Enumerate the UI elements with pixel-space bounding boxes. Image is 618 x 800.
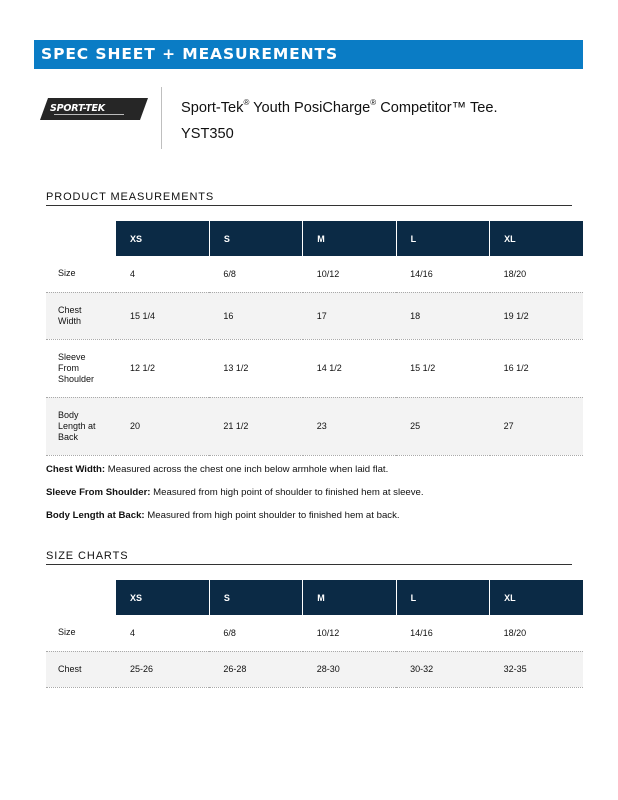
table-row: [46, 256, 583, 292]
row-label: Size: [46, 615, 116, 651]
cell-value: 18/20: [490, 256, 583, 292]
product-brand: Sport-Tek: [181, 100, 244, 116]
row-label: Chest Width: [46, 292, 116, 339]
cell-value: 30-32: [396, 651, 489, 687]
table-row: [46, 615, 583, 651]
cell-value: 15 1/2: [396, 339, 489, 397]
cell-value: 26-28: [209, 651, 302, 687]
product-measurements-table: [46, 221, 583, 456]
header-blank: [46, 580, 116, 615]
cell-value: 6/8: [209, 615, 302, 651]
header-divider: [161, 87, 162, 149]
cell-value: 14/16: [396, 256, 489, 292]
product-name-rest: Competitor™ Tee.: [380, 100, 498, 116]
size-header-l: L: [396, 221, 489, 256]
note-text: Measured from high point of shoulder to finished hem at sleeve.: [150, 487, 424, 498]
size-header-xs: XS: [116, 221, 209, 256]
row-label: Body Length at Back: [46, 397, 116, 455]
registered-mark: ®: [243, 98, 250, 107]
sport-tek-logo: [40, 98, 140, 120]
section-rule: [46, 564, 572, 565]
table-row: [46, 651, 583, 687]
product-measurements-heading: PRODUCT MEASUREMENTS: [46, 191, 215, 203]
note-term: Chest Width:: [46, 464, 106, 475]
cell-value: 10/12: [303, 256, 396, 292]
note-term: Sleeve From Shoulder:: [46, 487, 151, 498]
cell-value: 18: [396, 292, 489, 339]
cell-value: 12 1/2: [116, 339, 209, 397]
cell-value: 20: [116, 397, 209, 455]
size-header-m: M: [303, 580, 396, 615]
size-header-s: S: [209, 221, 302, 256]
row-label: Chest: [46, 651, 116, 687]
cell-value: 16: [209, 292, 302, 339]
row-label: Sleeve From Shoulder: [46, 339, 116, 397]
cell-value: 4: [116, 256, 209, 292]
logo-text: SPORT-TEK: [50, 103, 105, 114]
size-header-m: M: [303, 221, 396, 256]
note-chest-width: [46, 464, 388, 475]
cell-value: 10/12: [303, 615, 396, 651]
cell-value: 13 1/2: [209, 339, 302, 397]
cell-value: 15 1/4: [116, 292, 209, 339]
row-label: Size: [46, 256, 116, 292]
spec-sheet-banner: SPEC SHEET + MEASUREMENTS: [34, 40, 583, 69]
product-code: YST350: [181, 126, 234, 142]
cell-value: 4: [116, 615, 209, 651]
table-header-row: [46, 580, 583, 615]
cell-value: 25: [396, 397, 489, 455]
table-header-row: [46, 221, 583, 256]
cell-value: 18/20: [490, 615, 583, 651]
cell-value: 21 1/2: [209, 397, 302, 455]
note-term: Body Length at Back:: [46, 510, 145, 521]
cell-value: 27: [490, 397, 583, 455]
registered-mark: ®: [370, 98, 377, 107]
note-text: Measured from high point shoulder to finished hem at back.: [144, 510, 400, 521]
cell-value: 17: [303, 292, 396, 339]
header-blank: [46, 221, 116, 256]
size-header-xl: XL: [490, 221, 583, 256]
logo-underline: [54, 114, 124, 115]
size-charts-table: [46, 580, 583, 688]
size-charts-heading: SIZE CHARTS: [46, 550, 129, 562]
size-header-s: S: [209, 580, 302, 615]
size-header-xs: XS: [116, 580, 209, 615]
table-row: [46, 339, 583, 397]
cell-value: 19 1/2: [490, 292, 583, 339]
product-title: [181, 98, 498, 116]
cell-value: 23: [303, 397, 396, 455]
note-text: Measured across the chest one inch below armhole when laid flat.: [105, 464, 389, 475]
size-header-xl: XL: [490, 580, 583, 615]
table-row: [46, 397, 583, 455]
cell-value: 25-26: [116, 651, 209, 687]
product-model: Youth PosiCharge: [253, 100, 371, 116]
cell-value: 16 1/2: [490, 339, 583, 397]
cell-value: 32-35: [490, 651, 583, 687]
cell-value: 6/8: [209, 256, 302, 292]
cell-value: 28-30: [303, 651, 396, 687]
size-header-l: L: [396, 580, 489, 615]
note-sleeve-from-shoulder: [46, 487, 424, 498]
section-rule: [46, 205, 572, 206]
note-body-length: [46, 510, 400, 521]
cell-value: 14/16: [396, 615, 489, 651]
table-row: [46, 292, 583, 339]
cell-value: 14 1/2: [303, 339, 396, 397]
